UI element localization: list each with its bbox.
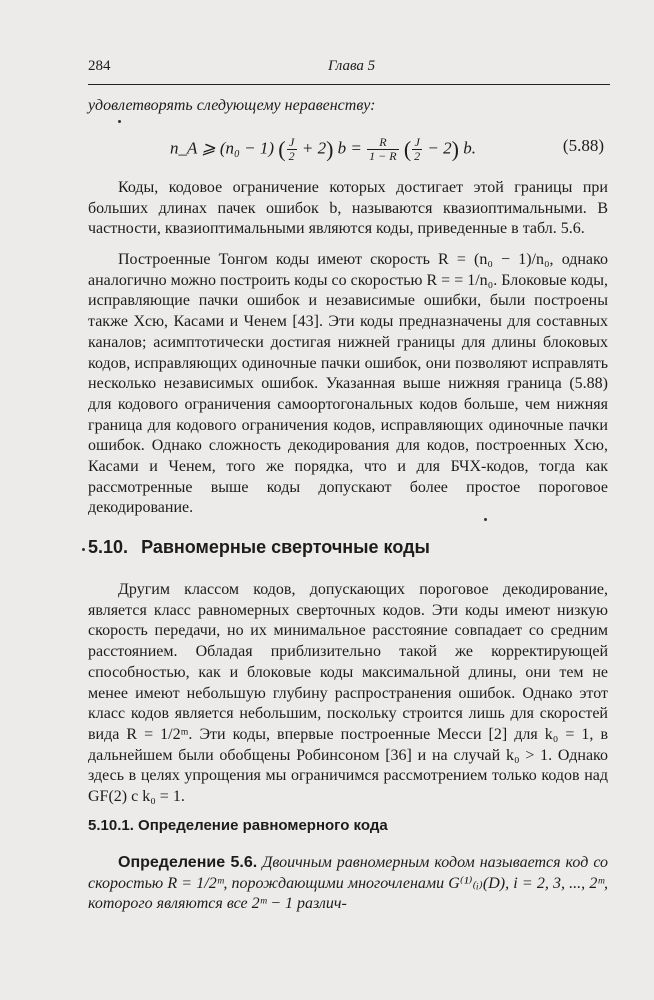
definition-label: Определение 5.6. bbox=[118, 854, 258, 871]
subsection-heading: 5.10.1. Определение равномерного кода bbox=[88, 817, 388, 834]
intro-text: удовлетворять следующему неравенству: bbox=[88, 97, 376, 114]
fraction-j-over-2: $\frac{J}{2}$ bbox=[288, 135, 295, 163]
running-head bbox=[88, 58, 608, 80]
paragraph-text: Коды, кодовое ограничение которых достигает этой границы при больших длинах пачек ошибок b, называются квазиоптимальными. В частности, квазиоптимальными являются коды, приведенные в табл. 5.6. bbox=[88, 179, 608, 238]
definition-text bbox=[88, 853, 608, 915]
section-title: Равномерные сверточные коды bbox=[141, 537, 430, 557]
intro-line bbox=[88, 96, 608, 117]
definition-body: Двоичным равномерным кодом называется код со скоростью R = 1/2ᵐ, порождающими многочленами G⁽¹⁾₍ᵢ₎(D), i = 2, 3, ..., 2ᵐ, которого являются все 2ᵐ − 1 различ- bbox=[88, 854, 609, 913]
print-speck bbox=[82, 548, 85, 551]
fraction-r-over-1-minus-r: $\frac{R}{1 - R}$ bbox=[369, 135, 397, 163]
formula-5-88 bbox=[88, 128, 608, 168]
formula-number: (5.88) bbox=[562, 136, 604, 155]
definition-block bbox=[88, 853, 608, 915]
print-speck bbox=[118, 120, 121, 123]
paragraph-uniform-codes bbox=[88, 580, 608, 808]
paragraph-text: Построенные Тонгом коды имеют скорость R = (n₀ − 1)/n₀, однако аналогично можно построить коды со скоростью R = = 1/n₀. Блоковые коды, исправляющие пачки ошибок и независимые ошибки, были построены также Хсю, Касами и Ченем [43]. Эти коды предназначены для составных каналов; асимптотически достигая нижней границы для длины блоковых кодов, исправляющих одиночные пачки ошибок, они позволяют исправлять несколько независимых ошибок. Указанная выше нижняя граница (5.88) для кодового ограничения самоортогональных кодов больше, чем нижняя граница для кодового ограничения кодов, исправляющих одиночные пачки ошибок. Однако сложность декодирования для кодов, построенных Хсю, Касами и Ченем, того же порядка, что и для БЧХ-кодов, тогда как рассмотренные выше коды допускают более простое пороговое декодирование. bbox=[88, 251, 608, 517]
formula-expression: n_A ⩾ (n₀ − 1) ( $\frac{J}{2}$ + 2) b = $\frac{R}{1 - R}$ ( $\frac{J}{2}$ − 2) b. bbox=[170, 135, 476, 163]
chapter-title: Глава 5 bbox=[328, 58, 376, 74]
formula-lhs: n_A ⩾ (n₀ − 1) bbox=[170, 138, 275, 158]
paragraph-quasi-optimal bbox=[88, 178, 608, 240]
paragraph-text: Другим классом кодов, допускающих пороговое декодирование, является класс равномерных сверточных кодов. Эти коды имеют низкую скорость передачи, но их минимальное расстояние совпадает со средним расстоянием. Обладая приблизительно такой же корректирующей способностью, как и блоковые коды максимальной длины, они тем не менее имеют небольшую глубину распространения ошибок. Однако этот класс кодов является небольшим, поскольку строится лишь для скоростей вида R = 1/2ᵐ. Эти коды, впервые построенные Месси [2] для k₀ = 1, в дальнейшем были обобщены Робинсоном [36] и на случай k₀ > 1. Однако здесь в целях упрощения мы ограничимся рассмотрением только кодов над GF(2) с k₀ = 1. bbox=[88, 581, 608, 806]
header-rule bbox=[88, 84, 610, 85]
section-heading bbox=[88, 537, 608, 558]
section-number: 5.10. bbox=[88, 537, 129, 557]
print-speck bbox=[484, 518, 487, 521]
paragraph-tong-codes bbox=[88, 250, 608, 519]
page-number: 284 bbox=[88, 58, 111, 74]
fraction-j-over-2-second: $\frac{J}{2}$ bbox=[414, 135, 421, 163]
